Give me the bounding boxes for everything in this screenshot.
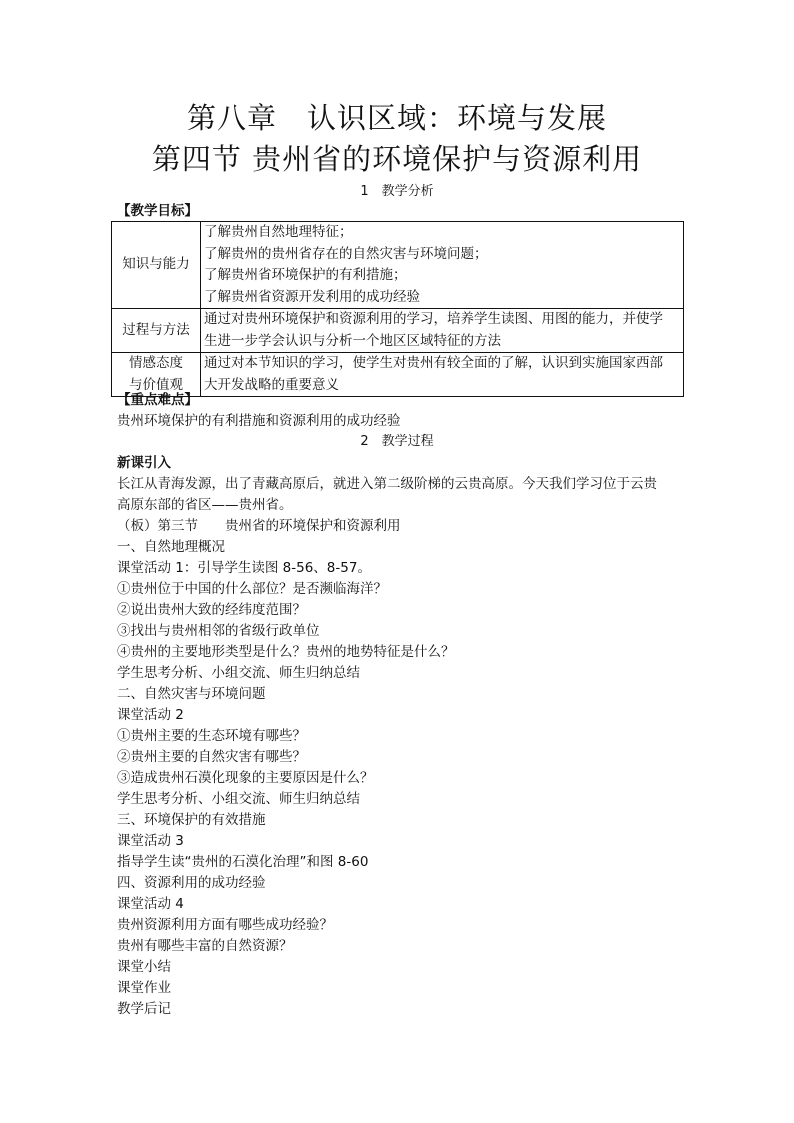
activity-3: 课堂活动 3 <box>117 833 184 849</box>
goal-line: 通过对本节知识的学习，使学生对贵州有较全面的了解，认识到实施国家西部 <box>204 355 663 371</box>
goal-line: 了解贵州的贵州省存在的自然灾害与环境问题； <box>204 245 488 262</box>
question: ③找出与贵州相邻的省级行政单位 <box>117 623 320 639</box>
summary-1: 学生思考分析、小组交流、师生归纳总结 <box>117 665 360 681</box>
process-heading: 2 教学过程 <box>360 434 434 449</box>
part1-heading: 一、自然地理概况 <box>117 539 225 555</box>
activity-3-text: 指导学生读“贵州的石漠化治理”和图 8-60 <box>117 854 369 870</box>
goal-line: 大开发战略的重要意义 <box>204 376 339 393</box>
question: 贵州有哪些丰富的自然资源？ <box>117 938 293 954</box>
goals-row-knowledge <box>112 222 684 309</box>
activity-2: 课堂活动 2 <box>117 707 184 723</box>
goals-row-process <box>112 309 684 353</box>
intro-line: 长江从青海发源，出了青藏高原后，就进入第二级阶梯的云贵高原。今天我们学习位于云贵 <box>117 476 657 492</box>
question: ④贵州的主要地形类型是什么？贵州的地势特征是什么？ <box>117 644 455 660</box>
question: ①贵州主要的生态环境有哪些？ <box>117 728 306 744</box>
question: 贵州资源利用方面有哪些成功经验？ <box>117 917 333 933</box>
goals-content-attitude <box>201 353 684 397</box>
goals-label-process: 过程与方法 <box>112 309 201 353</box>
part2-heading: 二、自然灾害与环境问题 <box>117 686 266 702</box>
goals-label-attitude <box>112 353 201 397</box>
goals-table <box>111 221 684 397</box>
goals-label-knowledge: 知识与能力 <box>112 222 201 309</box>
goal-line: 了解贵州省环境保护的有利措施； <box>204 267 407 283</box>
goal-line: 了解贵州省资源开发利用的成功经验 <box>204 288 420 305</box>
postscript: 教学后记 <box>117 1001 171 1017</box>
teaching-process <box>117 453 687 1020</box>
key-points-heading: 【重点难点】 <box>117 392 198 408</box>
summary-2: 学生思考分析、小组交流、师生归纳总结 <box>117 791 360 807</box>
intro-heading: 新课引入 <box>117 455 171 471</box>
question: ①贵州位于中国的什么部位？是否濒临海洋？ <box>117 581 387 597</box>
question: ②说出贵州大致的经纬度范围？ <box>117 602 306 618</box>
part3-heading: 三、环境保护的有效措施 <box>117 812 266 828</box>
question: ②贵州主要的自然灾害有哪些？ <box>117 749 306 765</box>
activity-1: 课堂活动 1：引导学生读图 8-56、8-57。 <box>117 560 371 576</box>
goals-label-attitude-line: 与价值观 <box>129 376 183 393</box>
part4-heading: 四、资源利用的成功经验 <box>117 875 266 891</box>
goals-heading: 【教学目标】 <box>117 203 198 219</box>
goals-row-attitude <box>112 353 684 397</box>
activity-4: 课堂活动 4 <box>117 896 184 912</box>
class-summary: 课堂小结 <box>117 959 171 975</box>
chapter-title: 第八章 认识区域：环境与发展 <box>186 101 607 135</box>
board-title: （板）第三节 贵州省的环境保护和资源利用 <box>117 518 401 534</box>
homework: 课堂作业 <box>117 980 171 996</box>
goals-content-process <box>201 309 684 353</box>
goals-content-knowledge <box>201 222 684 309</box>
goals-label-attitude-line: 情感态度 <box>129 355 183 371</box>
goal-line: 生进一步学会认识与分析一个地区区域特征的方法 <box>204 332 501 349</box>
goal-line: 通过对贵州环境保护和资源利用的学习，培养学生读图、用图的能力，并使学 <box>204 311 663 327</box>
section-title: 第四节 贵州省的环境保护与资源利用 <box>151 142 643 176</box>
analysis-heading: 1 教学分析 <box>360 184 434 199</box>
intro-line: 高原东部的省区——贵州省。 <box>117 497 293 513</box>
key-points-text: 贵州环境保护的有利措施和资源利用的成功经验 <box>117 413 401 429</box>
question: ③造成贵州石漠化现象的主要原因是什么？ <box>117 770 374 786</box>
goal-line: 了解贵州自然地理特征； <box>204 224 353 240</box>
